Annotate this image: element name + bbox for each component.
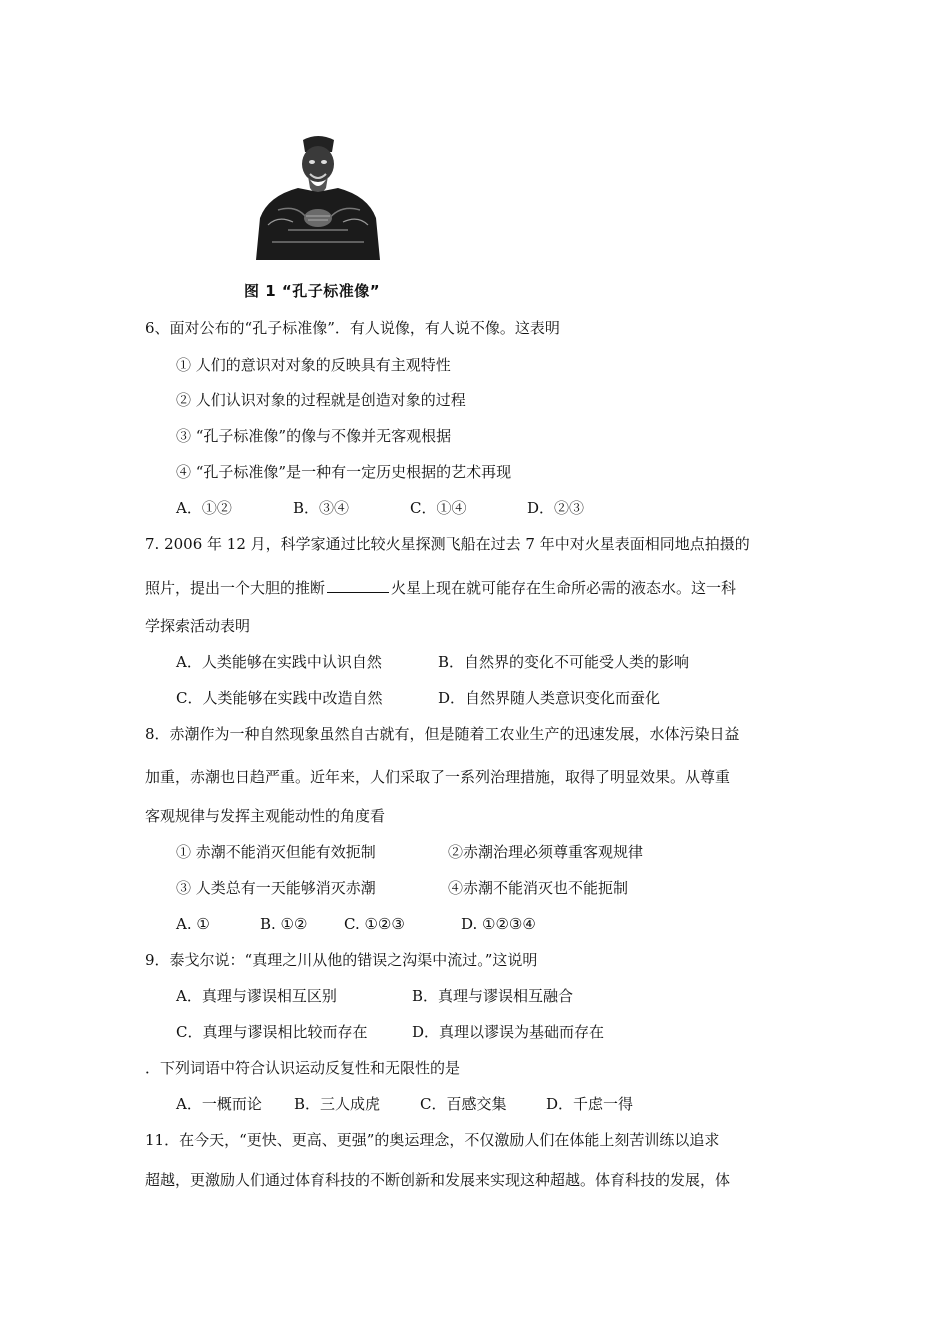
q7-option-b[interactable]: B．自然界的变化不可能受人类的影响 — [438, 653, 690, 671]
q7-line-2a: 照片，提出一个大胆的推断 — [145, 579, 326, 597]
figure-caption: 图 1 “孔子标准像” — [244, 282, 381, 300]
q10-option-d[interactable]: D．千虑一得 — [546, 1095, 634, 1113]
q9-options-row-1 — [176, 986, 573, 1006]
q9-option-a[interactable]: A．真理与谬误相互区别 — [176, 987, 337, 1005]
q6-option-a[interactable]: A．①② — [176, 499, 232, 517]
q7-line-3: 学探索活动表明 — [145, 617, 251, 635]
q8-line-2: 加重，赤潮也日趋严重。近年来，人们采取了一系列治理措施，取得了明显效果。从尊重 — [145, 768, 731, 786]
q6-item-3: ③ “孔子标准像”的像与不像并无客观根据 — [176, 427, 452, 445]
q6-item-4: ④ “孔子标准像”是一种有一定历史根据的艺术再现 — [176, 463, 512, 481]
q10-options — [176, 1094, 633, 1114]
q6-item-1: ① 人们的意识对对象的反映具有主观特性 — [176, 356, 451, 374]
q8-item-3: ③ 人类总有一天能够消灭赤潮 — [176, 879, 376, 897]
q8-line-3: 客观规律与发挥主观能动性的角度看 — [145, 807, 386, 825]
q9-option-d[interactable]: D．真理以谬误为基础而存在 — [412, 1023, 605, 1041]
q8-option-c[interactable]: C. ①②③ — [344, 915, 405, 933]
q8-option-d[interactable]: D. ①②③④ — [461, 915, 536, 933]
q11-line-2: 超越，更激励人们通过体育科技的不断创新和发展来实现这种超越。体育科技的发展，体 — [145, 1171, 731, 1189]
q8-item-4: ④赤潮不能消灭也不能扼制 — [448, 879, 629, 897]
q6-stem: 6、面对公布的“孔子标准像”．有人说像，有人说不像。这表明 — [145, 319, 560, 337]
q9-stem: 9．泰戈尔说：“真理之川从他的错误之沟渠中流过。”这说明 — [145, 951, 538, 969]
q6-option-b[interactable]: B．③④ — [293, 499, 350, 517]
q7-line-2 — [145, 578, 736, 598]
q8-line-1: 8．赤潮作为一种自然现象虽然自古就有，但是随着工农业生产的迅速发展，水体污染日益 — [145, 725, 740, 743]
q7-option-a[interactable]: A．人类能够在实践中认识自然 — [176, 653, 382, 671]
q11-line-1: 11．在今天，“更快、更高、更强”的奥运理念，不仅激励人们在体能上刻苦训练以追求 — [145, 1131, 720, 1149]
q9-options-row-2 — [176, 1022, 604, 1042]
q7-option-d[interactable]: D．自然界随人类意识变化而蚕化 — [438, 689, 661, 707]
q8-option-b[interactable]: B. ①② — [260, 915, 308, 933]
q7-option-c[interactable]: C．人类能够在实践中改造自然 — [176, 689, 383, 707]
q7-blank — [327, 578, 389, 593]
confucius-statue-image — [248, 130, 388, 260]
q10-option-a[interactable]: A．一概而论 — [176, 1095, 262, 1113]
q7-options-row-2 — [176, 688, 660, 708]
q8-options — [176, 914, 536, 934]
q8-items-row-2 — [176, 878, 628, 898]
q7-line-2b: 火星上现在就可能存在生命所必需的液态水。这一科 — [391, 579, 737, 597]
q8-item-1: ① 赤潮不能消灭但能有效扼制 — [176, 843, 376, 861]
q10-option-c[interactable]: C．百感交集 — [420, 1095, 507, 1113]
q6-item-2: ② 人们认识对象的过程就是创造对象的过程 — [176, 391, 466, 409]
q9-option-b[interactable]: B．真理与谬误相互融合 — [412, 987, 574, 1005]
q7-line-1: 7. 2006 年 12 月，科学家通过比较火星探测飞船在过去 7 年中对火星表面相同地点拍摄的 — [145, 535, 750, 553]
q8-option-a[interactable]: A. ① — [176, 915, 210, 933]
q10-stem: ．下列词语中符合认识运动反复性和无限性的是 — [145, 1059, 461, 1077]
q6-option-c[interactable]: C．①④ — [410, 499, 467, 517]
q6-option-d[interactable]: D．②③ — [527, 499, 585, 517]
q8-items-row-1 — [176, 842, 643, 862]
q9-option-c[interactable]: C．真理与谬误相比较而存在 — [176, 1023, 368, 1041]
q8-item-2: ②赤潮治理必须尊重客观规律 — [448, 843, 644, 861]
q6-options — [176, 498, 584, 518]
q7-options-row-1 — [176, 652, 689, 672]
q10-option-b[interactable]: B．三人成虎 — [294, 1095, 381, 1113]
